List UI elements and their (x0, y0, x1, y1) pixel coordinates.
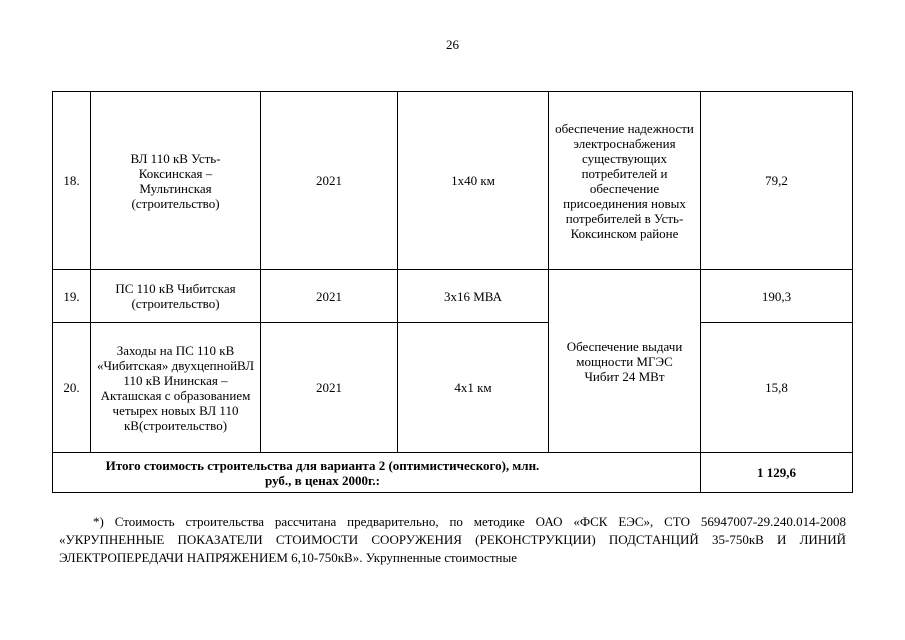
total-value: 1 129,6 (701, 453, 853, 493)
capacity: 3х16 МВА (398, 270, 549, 323)
total-row (53, 453, 853, 493)
object-name: ВЛ 110 кВ Усть-Коксинская – Мультинская (строительство) (91, 92, 261, 270)
purpose: обеспечение надежности электроснабжения существующих потребителей и обеспечение присоединения новых потребителей в Усть-Коксинском районе (549, 92, 701, 270)
table-row (53, 92, 853, 270)
cost-value: 15,8 (701, 323, 853, 453)
object-name: Заходы на ПС 110 кВ «Чибитская» двухцепнойВЛ 110 кВ Ининская – Акташская с образованием четырех новых ВЛ 110 кВ(строительство) (91, 323, 261, 453)
row-number: 20. (53, 323, 91, 453)
object-name: ПС 110 кВ Чибитская (строительство) (91, 270, 261, 323)
purpose: Обеспечение выдачи мощности МГЭС Чибит 24 МВт (549, 270, 701, 453)
commissioning-year: 2021 (261, 270, 398, 323)
cost-value: 79,2 (701, 92, 853, 270)
table-row (53, 270, 853, 323)
footnote: *) Стоимость строительства рассчитана предварительно, по методике ОАО «ФСК ЕЭС», СТО 56947007-29.240.014-2008 «УКРУПНЕННЫЕ ПОКАЗАТЕЛИ СТОИМОСТИ СООРУЖЕНИЯ (РЕКОНСТРУКЦИИ) ПОДСТАНЦИЙ 35-750кВ И ЛИНИЙ ЭЛЕКТРОПЕРЕДАЧИ НАПРЯЖЕНИЕМ 6,10-750кВ». Укрупненные стоимостные (59, 514, 846, 565)
row-number: 18. (53, 92, 91, 270)
commissioning-year: 2021 (261, 323, 398, 453)
page-number: 26 (446, 37, 459, 52)
cost-value: 190,3 (701, 270, 853, 323)
commissioning-year: 2021 (261, 92, 398, 270)
table-row (53, 323, 853, 453)
cost-table (52, 91, 853, 493)
total-label: Итого стоимость строительства для варианта 2 (оптимистического), млн. руб., в ценах 2000г.: (53, 453, 701, 493)
capacity: 4х1 км (398, 323, 549, 453)
row-number: 19. (53, 270, 91, 323)
capacity: 1х40 км (398, 92, 549, 270)
